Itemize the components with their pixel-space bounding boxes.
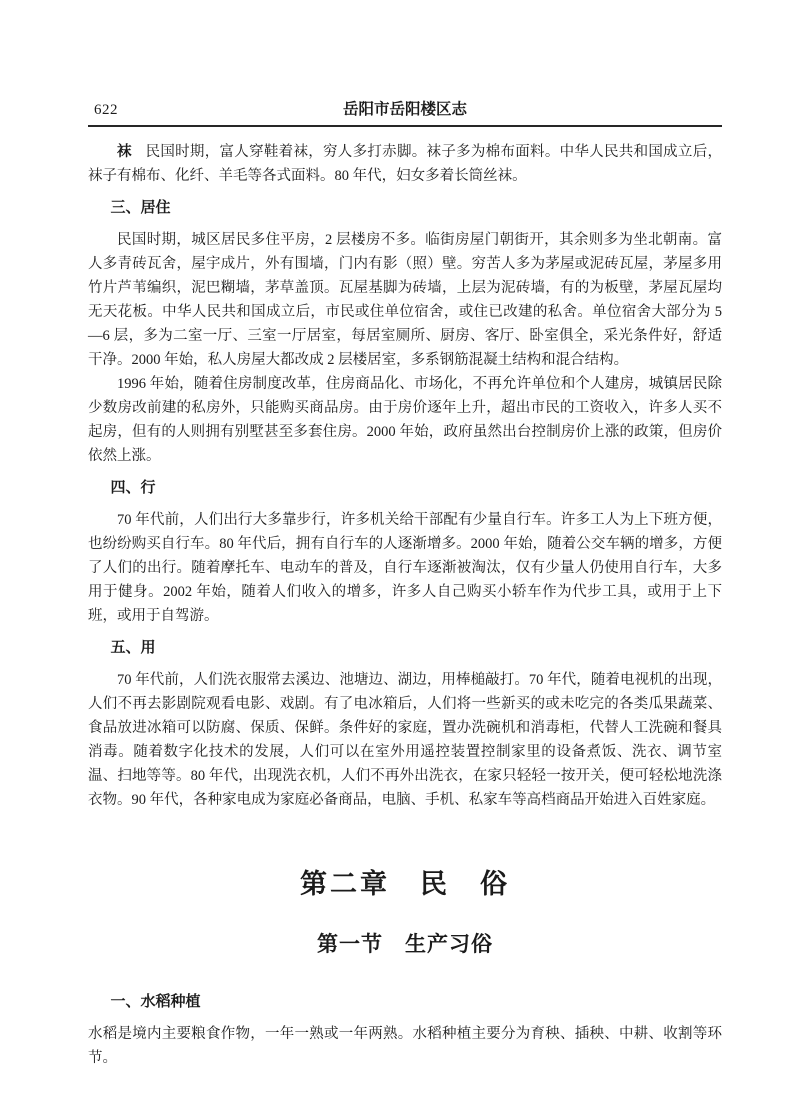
paragraph-residence-1: 民国时期，城区居民多住平房，2 层楼房不多。临街房屋门朝街开，其余则多为坐北朝南。富人多青砖瓦舍，屋宇成片，外有围墙，门内有影（照）壁。穷苦人多为茅屋或泥砖瓦屋，茅屋多用竹片芦苇编织，泥巴糊墙，茅草盖顶。瓦屋基脚为砖墙，上层为泥砖墙，有的为板壁，茅屋瓦屋均无天花板。中华人民共和国成立后，市民或住单位宿舍，或住已改建的私舍。单位宿舍大部分为 5—6 层，多为二室一厅、三室一厅居室，每居室厕所、厨房、客厅、卧室俱全，采光条件好，舒适干净。2000 年始，私人房屋大都改成 2 层楼居室，多系钢筋混凝土结构和混合结构。 — [88, 232, 722, 368]
book-title: 岳阳市岳阳楼区志 — [342, 101, 467, 118]
socks-term: 袜 — [117, 144, 132, 160]
heading-rice-planting: 一、水稻种植 — [110, 994, 201, 1010]
chapter-title: 第二章 民 俗 — [300, 869, 510, 899]
heading-travel: 四、行 — [110, 480, 156, 496]
paragraph-travel-1: 70 年代前，人们出行大多靠步行，许多机关给干部配有少量自行车。许多工人为上下班方便，也纷纷购买自行车。80 年代后，拥有自行车的人逐渐增多。2000 年始，随着公交车辆的增多，方便了人们的出行。随着摩托车、电动车的普及，自行车逐渐被淘汰，仅有少量人仍使用自行车，大多用于健身。2002 年始，随着人们收入的增多，许多人自己购买小轿车作为代步工具，或用于上下班，或用于自驾游。 — [88, 512, 722, 624]
socks-text: 民国时期，富人穿鞋着袜，穷人多打赤脚。袜子多为棉布面料。中华人民共和国成立后，袜子有棉布、化纤、羊毛等各式面料。80 年代，妇女多着长筒丝袜。 — [88, 144, 723, 184]
section-title: 第一节 生产习俗 — [317, 933, 493, 956]
page-content — [88, 0, 722, 1070]
body-text — [88, 140, 722, 1070]
paragraph-rice-1: 水稻是境内主要粮食作物，一年一熟或一年两熟。水稻种植主要分为育秧、插秧、中耕、收割等环节。 — [88, 1026, 722, 1066]
heading-household: 五、用 — [110, 640, 156, 656]
page-number: 622 — [94, 102, 118, 118]
paragraph-socks — [88, 140, 722, 188]
heading-residence: 三、居住 — [110, 200, 171, 216]
paragraph-residence-2: 1996 年始，随着住房制度改革，住房商品化、市场化，不再允许单位和个人建房，城镇居民除少数房改前建的私房外，只能购买商品房。由于房价逐年上升，超出市民的工资收入，许多人买不起房，但有的人则拥有别墅甚至多套住房。2000 年始，政府虽然出台控制房价上涨的政策，但房价依然上涨。 — [88, 376, 722, 464]
running-header — [88, 0, 722, 127]
paragraph-household-1: 70 年代前，人们洗衣服常去溪边、池塘边、湖边，用棒槌敲打。70 年代，随着电视机的出现，人们不再去影剧院观看电影、戏剧。有了电冰箱后，人们将一些新买的或未吃完的各类瓜果蔬菜、食品放进冰箱可以防腐、保质、保鲜。条件好的家庭，置办洗碗机和消毒柜，代替人工洗碗和餐具消毒。随着数字化技术的发展，人们可以在室外用遥控装置控制家里的设备煮饭、洗衣、调节室温、扫地等等。80 年代，出现洗衣机，人们不再外出洗衣，在家只轻轻一按开关，便可轻松地洗涤衣物。90 年代，各种家电成为家庭必备商品，电脑、手机、私家车等高档商品开始进入百姓家庭。 — [88, 672, 722, 808]
